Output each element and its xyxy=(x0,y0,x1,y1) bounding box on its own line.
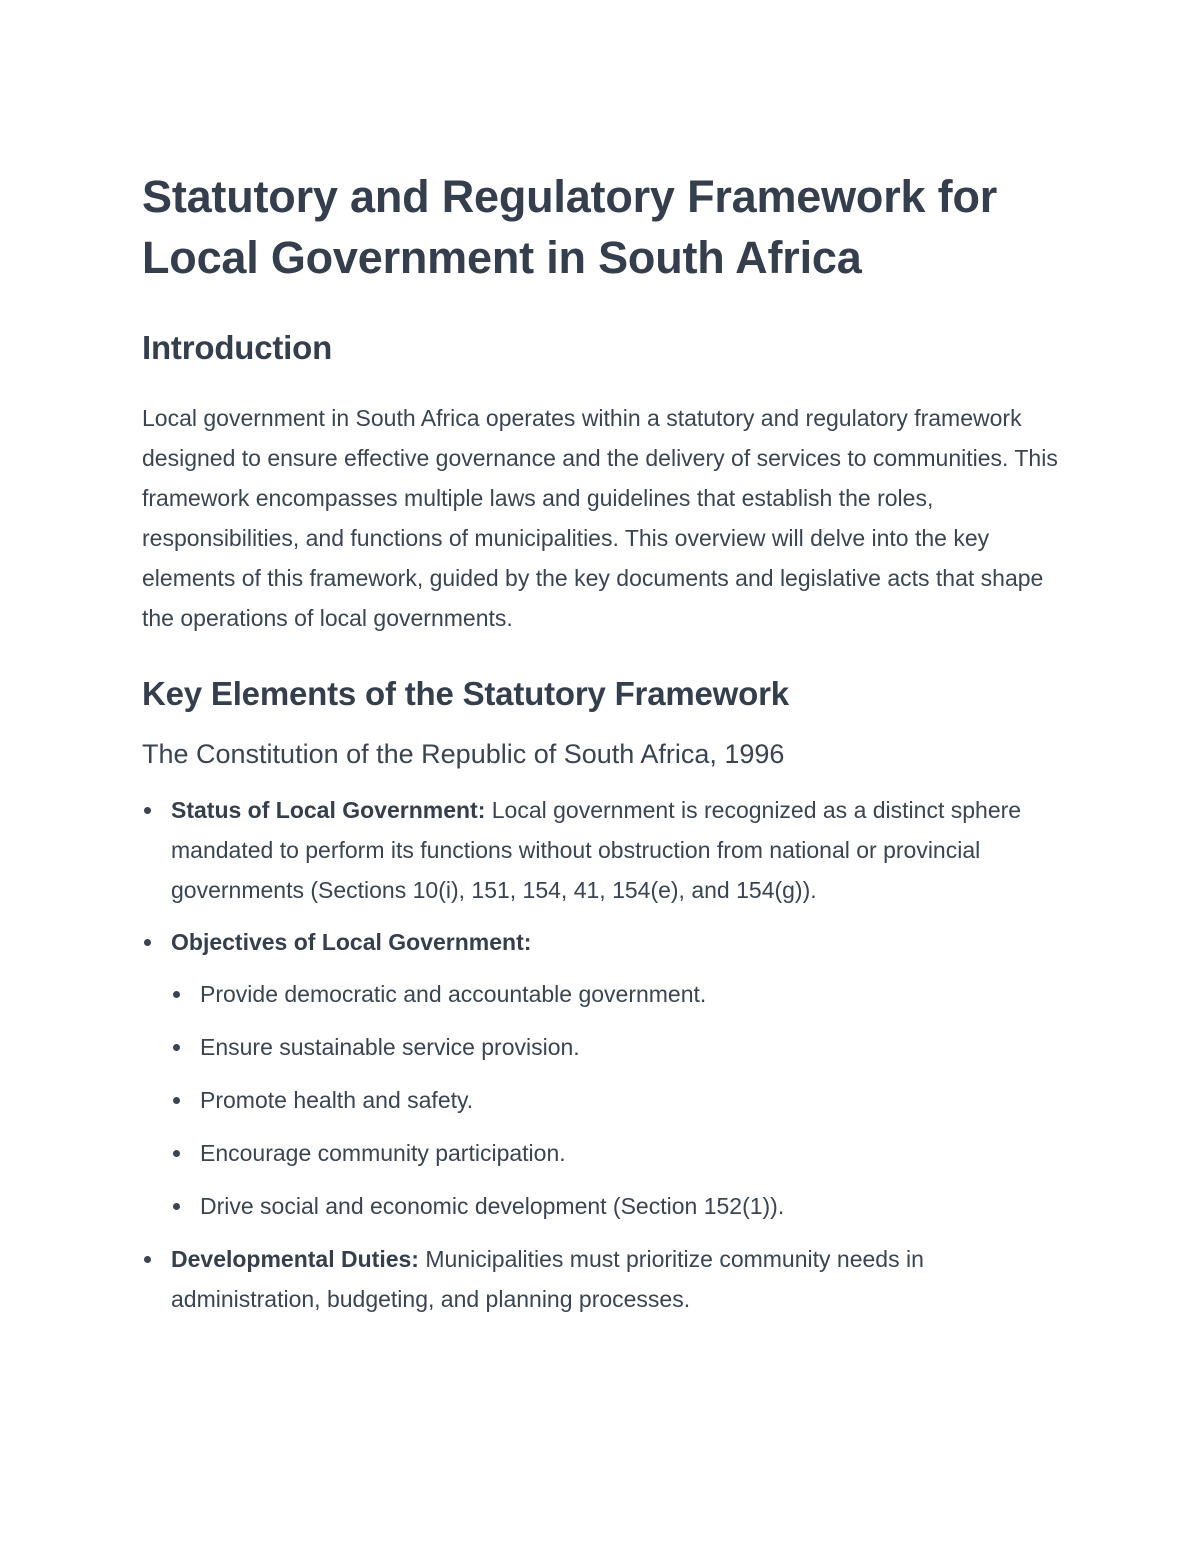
list-item-status xyxy=(142,790,1072,910)
key-elements-heading: Key Elements of the Statutory Framework xyxy=(142,675,789,712)
document-page xyxy=(142,166,1072,1331)
developmental-duties-label: Developmental Duties: xyxy=(171,1246,419,1272)
objectives-sub-list xyxy=(171,974,1072,1226)
objective-item: Ensure sustainable service provision. xyxy=(171,1027,1072,1067)
introduction-paragraph: Local government in South Africa operates within a statutory and regulatory framework designed to ensure effective governance and the delivery of services to communities. This framework encompasses multiple laws and guidelines that establish the roles, responsibilities, and functions of municipalities. This overview will delve into the key elements of this framework, guided by the key documents and legislative acts that shape the operations of local governments. xyxy=(142,405,1058,631)
developmental-duties-text: Municipalities must prioritize community needs in administration, budgeting, and planning processes. xyxy=(171,1246,924,1312)
list-item-developmental-duties xyxy=(142,1239,1072,1319)
introduction-heading: Introduction xyxy=(142,329,333,366)
objective-item: Encourage community participation. xyxy=(171,1133,1072,1173)
status-text: Local government is recognized as a distinct sphere mandated to perform its functions without obstruction from national or provincial governments (Sections 10(i), 151, 154, 41, 154(e), and 154(g)). xyxy=(171,797,1022,903)
objective-item: Promote health and safety. xyxy=(171,1080,1072,1120)
status-label: Status of Local Government: xyxy=(171,797,486,823)
key-elements-list xyxy=(142,790,1072,1319)
objectives-label: Objectives of Local Government: xyxy=(171,929,532,955)
objective-item: Provide democratic and accountable government. xyxy=(171,974,1072,1014)
objective-item: Drive social and economic development (Section 152(1)). xyxy=(171,1186,1072,1226)
constitution-subheading: The Constitution of the Republic of South Africa, 1996 xyxy=(142,739,785,769)
document-title: Statutory and Regulatory Framework for Local Government in South Africa xyxy=(142,171,998,283)
list-item-objectives xyxy=(142,922,1072,1226)
